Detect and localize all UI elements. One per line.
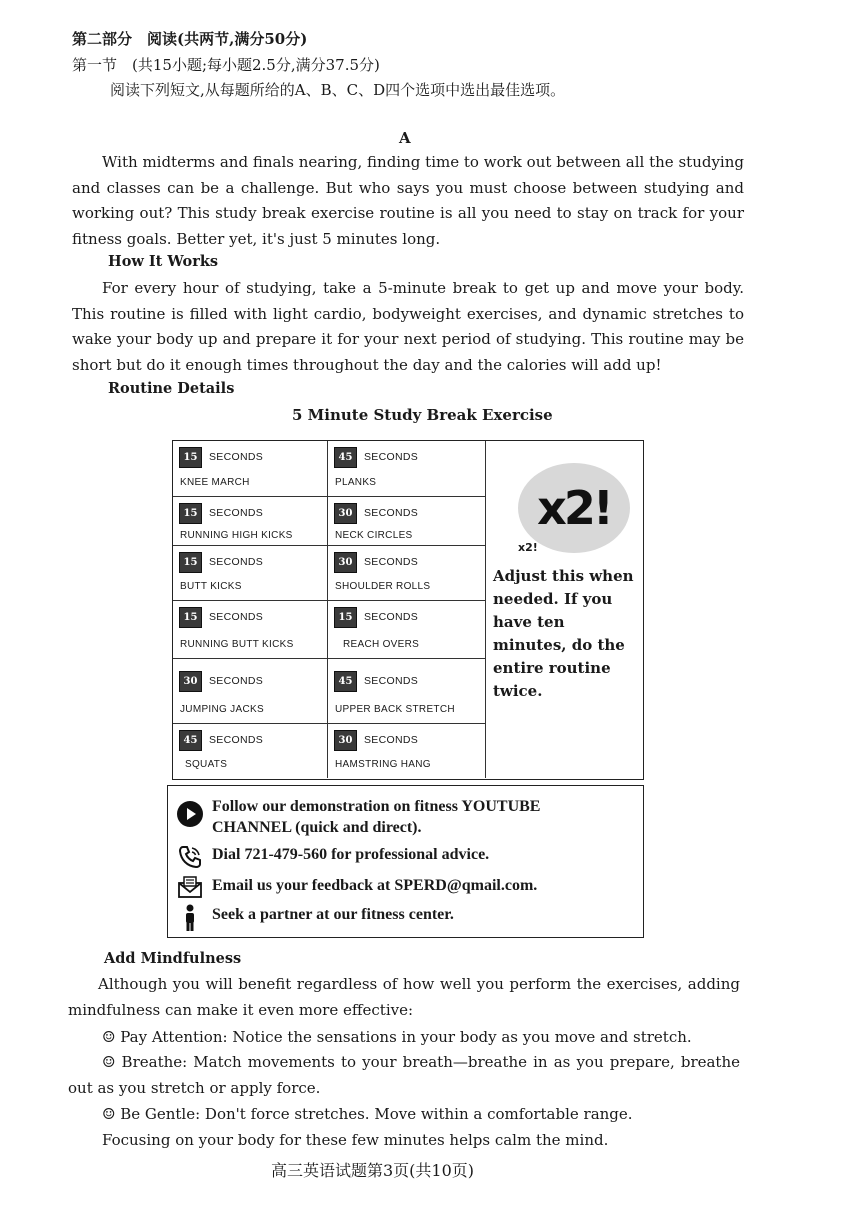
seconds-label: SECONDS: [209, 507, 264, 519]
seconds-badge: 45: [179, 730, 202, 751]
seconds-label: SECONDS: [364, 734, 419, 746]
exercise-name: RUNNING BUTT KICKS: [180, 639, 294, 650]
exercise-name: NECK CIRCLES: [335, 530, 413, 541]
table-title: 5 Minute Study Break Exercise: [292, 406, 553, 424]
person-icon: [168, 904, 212, 932]
contact-text: Email us your feedback at SPERD@qmail.com.: [212, 877, 538, 894]
exercise-name: SQUATS: [185, 759, 228, 770]
intro-paragraph: With midterms and finals nearing, finding time to work out between all the studying and classes can be a challenge. But who says you must choose between studying and working out? This study break exercise routine is all you need to stay on track for your fitness goals. Better yet, it's just 5 minutes long.: [72, 153, 744, 248]
mindfulness-heading: Add Mindfulness: [104, 950, 242, 967]
seconds-badge: 45: [334, 447, 357, 468]
seconds-badge: 15: [179, 552, 202, 573]
seconds-label: SECONDS: [364, 556, 419, 568]
exercise-name: BUTT KICKS: [180, 581, 242, 592]
exercise-cell: [328, 546, 486, 601]
contact-row: [168, 844, 489, 870]
exercise-name: UPPER BACK STRETCH: [335, 704, 455, 715]
exercise-cell: [328, 659, 486, 724]
exercise-name: HAMSTRING HANG: [335, 759, 431, 770]
exercise-cell: [173, 601, 328, 659]
mindfulness-intro: Although you will benefit regardless of how well you perform the exercises, adding mindfulness can make it even more effective:: [68, 975, 740, 1019]
contact-row: [168, 904, 454, 932]
x2-small-text: x2!: [518, 541, 538, 554]
exercise-cell: [328, 724, 486, 778]
contact-row: [168, 796, 612, 838]
seconds-badge: 30: [179, 671, 202, 692]
exercise-name: RUNNING HIGH KICKS: [180, 530, 293, 541]
seconds-label: SECONDS: [209, 734, 264, 746]
how-paragraph: For every hour of studying, take a 5-minute break to get up and move your body. This routine is filled with light cardio, bodyweight exercises, and dynamic stretches to wake your body up and prepare it for your next period of studying. This routine may be short but do it enough times throughout the day and the calories will add up!: [72, 279, 744, 374]
seconds-label: SECONDS: [364, 507, 419, 519]
seconds-label: SECONDS: [209, 611, 264, 623]
exercise-cell: [173, 546, 328, 601]
exercise-table: [172, 440, 644, 780]
seconds-badge: 30: [334, 730, 357, 751]
exercise-cell: [328, 601, 486, 659]
mindfulness-tip: ☺ Be Gentle: Don't force stretches. Move within a comfortable range.: [102, 1105, 633, 1123]
seconds-badge: 45: [334, 671, 357, 692]
x2-graphic: [518, 463, 630, 553]
seconds-badge: 15: [334, 607, 357, 628]
contact-text: Dial 721-479-560 for professional advice.: [212, 846, 490, 863]
mindfulness-tip: ☺ Pay Attention: Notice the sensations in your body as you move and stretch.: [102, 1028, 692, 1046]
instruction: 阅读下列短文,从每题所给的A、B、C、D四个选项中选出最佳选项。: [110, 81, 566, 99]
contact-text: Follow our demonstration on fitness YOUTUBE CHANNEL (quick and direct).: [212, 798, 541, 836]
seconds-badge: 30: [334, 503, 357, 524]
section-subtitle: 第一节 (共15小题;每小题2.5分,满分37.5分): [72, 56, 380, 74]
exercise-name: SHOULDER ROLLS: [335, 581, 431, 592]
exercise-cell: [328, 497, 486, 546]
seconds-badge: 15: [179, 607, 202, 628]
seconds-badge: 30: [334, 552, 357, 573]
seconds-label: SECONDS: [209, 451, 264, 463]
repeat-note: Adjust this when needed. If you have ten minutes, do the entire routine twice.: [493, 567, 634, 700]
exercise-name: KNEE MARCH: [180, 477, 250, 488]
seconds-label: SECONDS: [364, 451, 419, 463]
exercise-name: PLANKS: [335, 477, 377, 488]
part-title: 第二部分 阅读(共两节,满分50分): [72, 30, 308, 48]
how-heading: How It Works: [108, 253, 219, 270]
seconds-label: SECONDS: [364, 611, 419, 623]
contact-row: [168, 875, 537, 899]
exercise-cell: [173, 497, 328, 546]
exercise-cell: [328, 441, 486, 497]
passage-label: A: [399, 129, 411, 147]
contact-text: Seek a partner at our fitness center.: [212, 906, 454, 923]
mindfulness-closing: Focusing on your body for these few minutes helps calm the mind.: [102, 1131, 609, 1149]
contact-box: [167, 785, 644, 938]
seconds-label: SECONDS: [209, 675, 264, 687]
page-footer: 高三英语试题第3页(共10页): [271, 1161, 475, 1180]
phone-icon: [168, 844, 212, 870]
routine-heading: Routine Details: [108, 380, 235, 397]
envelope-icon: [168, 875, 212, 899]
mindfulness-tip: ☺ Breathe: Match movements to your breath—breathe in as you prepare, breathe out as you stretch or apply force.: [68, 1053, 740, 1097]
play-icon: [168, 796, 212, 828]
seconds-badge: 15: [179, 447, 202, 468]
exercise-cell: [173, 441, 328, 497]
seconds-badge: 15: [179, 503, 202, 524]
exercise-name: JUMPING JACKS: [180, 704, 264, 715]
exercise-cell: [173, 724, 328, 778]
seconds-label: SECONDS: [209, 556, 264, 568]
exercise-cell: [173, 659, 328, 724]
seconds-label: SECONDS: [364, 675, 419, 687]
exercise-name: REACH OVERS: [343, 639, 420, 650]
x2-text: x2!: [537, 481, 611, 535]
repeat-panel: [486, 441, 642, 778]
